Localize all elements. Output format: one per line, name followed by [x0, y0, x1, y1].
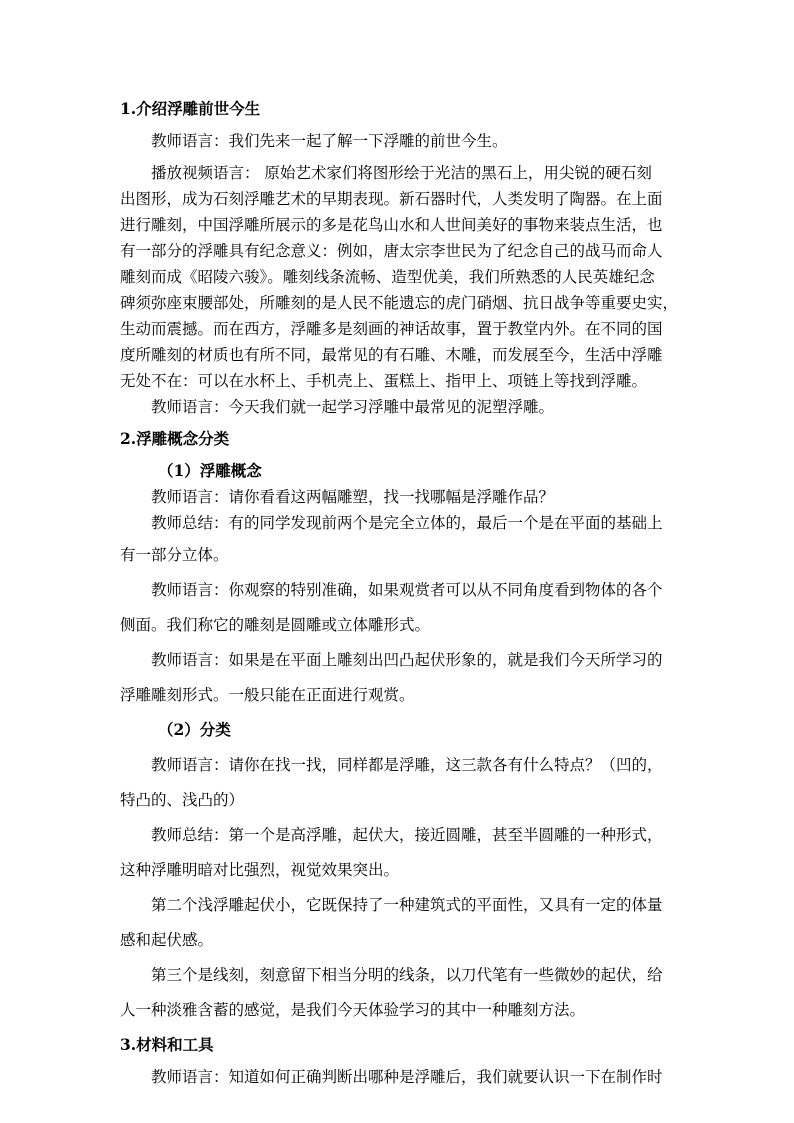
subsection-heading: （2）分类 [158, 720, 231, 739]
paragraph-line: 浮雕雕刻形式。一般只能在正面进行观赏。 [120, 686, 415, 704]
paragraph-line: 雕刻而成《昭陵六骏》。雕刻线条流畅、造型优美，我们所熟悉的人民英雄纪念 [120, 268, 655, 286]
paragraph-line: 教师语言：你观察的特别准确，如果观赏者可以从不同角度看到物体的各个 [151, 581, 663, 599]
paragraph-line: 人一种淡雅含蓄的感觉，是我们今天体验学习的其中一种雕刻方法。 [120, 1001, 586, 1019]
paragraph-line: 第三个是线刻，刻意留下相当分明的线条，以刀代笔有一些微妙的起伏，给 [151, 966, 663, 984]
paragraph-line: 进行雕刻，中国浮雕所展示的多是花鸟山水和人世间美好的事物来装点生活，也 [120, 216, 663, 234]
paragraph-line: 教师语言：如果是在平面上雕刻出凹凸起伏形象的，就是我们今天所学习的 [151, 651, 663, 669]
paragraph-line: 教师语言：请你在找一找，同样都是浮雕，这三款各有什么特点？（凹的， [151, 756, 663, 774]
document-body [120, 96, 678, 1090]
paragraph-line: 度所雕刻的材质也有所不同，最常见的有石雕、木雕，而发展至今，生活中浮雕 [120, 346, 663, 364]
paragraph-line: 无处不在：可以在水杯上、手机壳上、蛋糕上、指甲上、项链上等找到浮雕。 [120, 372, 648, 390]
paragraph-line: 第二个浅浮雕起伏小，它既保持了一种建筑式的平面性，又具有一定的体量 [151, 896, 663, 914]
paragraph-line: 教师语言：知道如何正确判断出哪种是浮雕后，我们就要认识一下在制作时 [151, 1068, 663, 1086]
paragraph-line: 生动而震撼。而在西方，浮雕多是刻画的神话故事，置于教堂内外。在不同的国 [120, 320, 663, 338]
paragraph-line: 碑须弥座束腰部处，所雕刻的是人民不能遗忘的虎门硝烟、抗日战争等重要史实， [120, 294, 679, 312]
paragraph-line: 教师语言：请你看看这两幅雕塑，找一找哪幅是浮雕作品？ [151, 488, 555, 506]
section-heading: 3.材料和工具 [120, 1035, 214, 1054]
section-heading: 2.浮雕概念分类 [120, 429, 230, 448]
paragraph-line: 这种浮雕明暗对比强烈，视觉效果突出。 [120, 861, 400, 879]
paragraph-line: 感和起伏感。 [120, 931, 214, 949]
paragraph-line: 教师语言：我们先来一起了解一下浮雕的前世今生。 [151, 132, 508, 150]
paragraph-line: 特凸的、浅凸的） [120, 791, 245, 809]
paragraph-line: 教师总结：第一个是高浮雕，起伏大，接近圆雕，甚至半圆雕的一种形式， [151, 826, 663, 844]
section-heading: 1.介绍浮雕前世今生 [120, 99, 261, 118]
paragraph-line: 有一部分的浮雕具有纪念意义：例如，唐太宗李世民为了纪念自己的战马而命人 [120, 242, 663, 260]
paragraph-line: 侧面。我们称它的雕刻是圆雕或立体雕形式。 [120, 616, 431, 634]
paragraph-line: 播放视频语言： 原始艺术家们将图形绘于光洁的黑石上，用尖锐的硬石刻 [151, 164, 652, 182]
subsection-heading: （1）浮雕概念 [158, 461, 262, 480]
paragraph-line: 教师总结：有的同学发现前两个是完全立体的，最后一个是在平面的基础上 [151, 514, 663, 532]
paragraph-line: 有一部分立体。 [120, 546, 229, 564]
paragraph-line: 出图形，成为石刻浮雕艺术的早期表现。新石器时代，人类发明了陶器。在上面 [120, 190, 663, 208]
paragraph-line: 教师语言：今天我们就一起学习浮雕中最常见的泥塑浮雕。 [151, 398, 555, 416]
